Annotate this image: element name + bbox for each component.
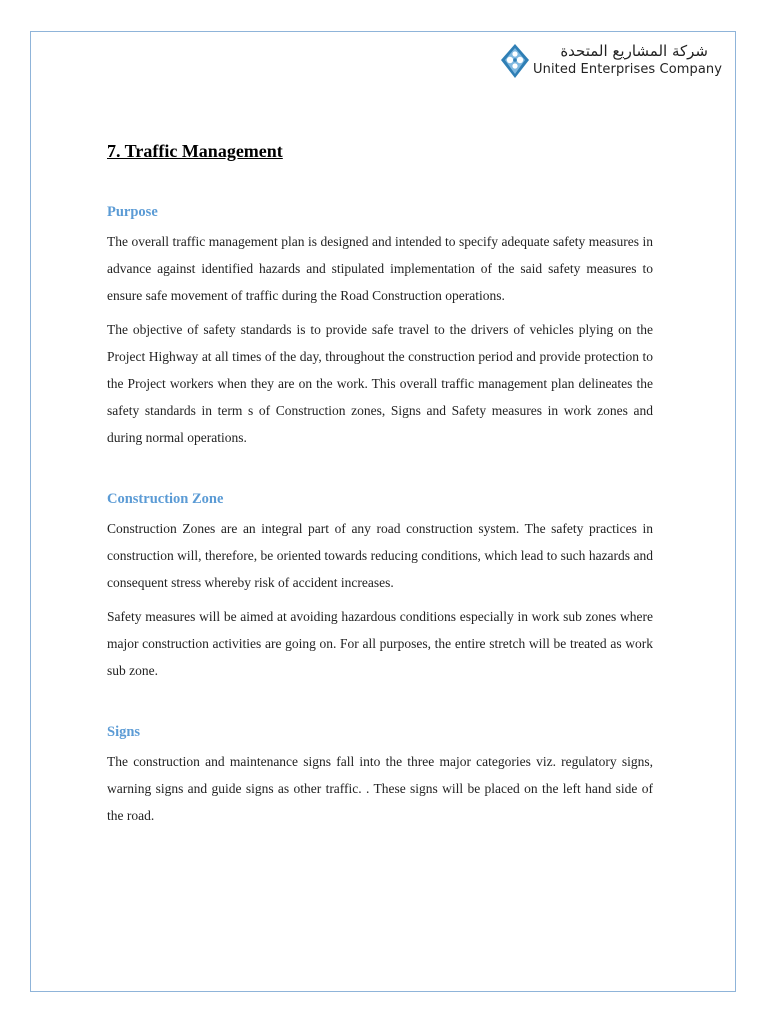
section-heading: Purpose — [107, 204, 158, 220]
document-body — [107, 137, 653, 867]
company-name-arabic: شركة المشاريع المتحدة — [560, 42, 708, 60]
section-construction-zone — [107, 489, 653, 684]
paragraph: Construction Zones are an integral part of any road construction system. The safety practices in construction will, therefore, be oriented towards reducing conditions, which lead to such hazards and consequent stress whereby risk of accident increases. — [107, 521, 653, 590]
document-title: 7. Traffic Management — [107, 141, 283, 161]
section-purpose — [107, 202, 653, 451]
section-signs — [107, 722, 653, 829]
paragraph: The objective of safety standards is to provide safe travel to the drivers of vehicles plying on the Project Highway at all times of the day, throughout the construction period and provide protection to the Project workers when they are on the work. This overall traffic management plan delineates the safety standards in term s of Construction zones, Signs and Safety measures in work zones and during normal operations. — [107, 322, 653, 445]
paragraph: The overall traffic management plan is designed and intended to specify adequate safety measures in advance against identified hazards and stipulated implementation of the said safety measures to ensure safe movement of traffic during the Road Construction operations. — [107, 234, 653, 303]
paragraph: Safety measures will be aimed at avoiding hazardous conditions especially in work sub zones where major construction activities are going on. For all purposes, the entire stretch will be treated as work sub zone. — [107, 609, 653, 678]
diamond-logo-icon — [500, 43, 530, 79]
paragraph: The construction and maintenance signs fall into the three major categories viz. regulatory signs, warning signs and guide signs as other traffic. . These signs will be placed on the left hand side of the road. — [107, 754, 653, 823]
section-heading: Construction Zone — [107, 491, 224, 507]
company-logo — [500, 42, 723, 86]
section-heading: Signs — [107, 724, 141, 740]
company-name-english: United Enterprises Company — [533, 62, 723, 77]
